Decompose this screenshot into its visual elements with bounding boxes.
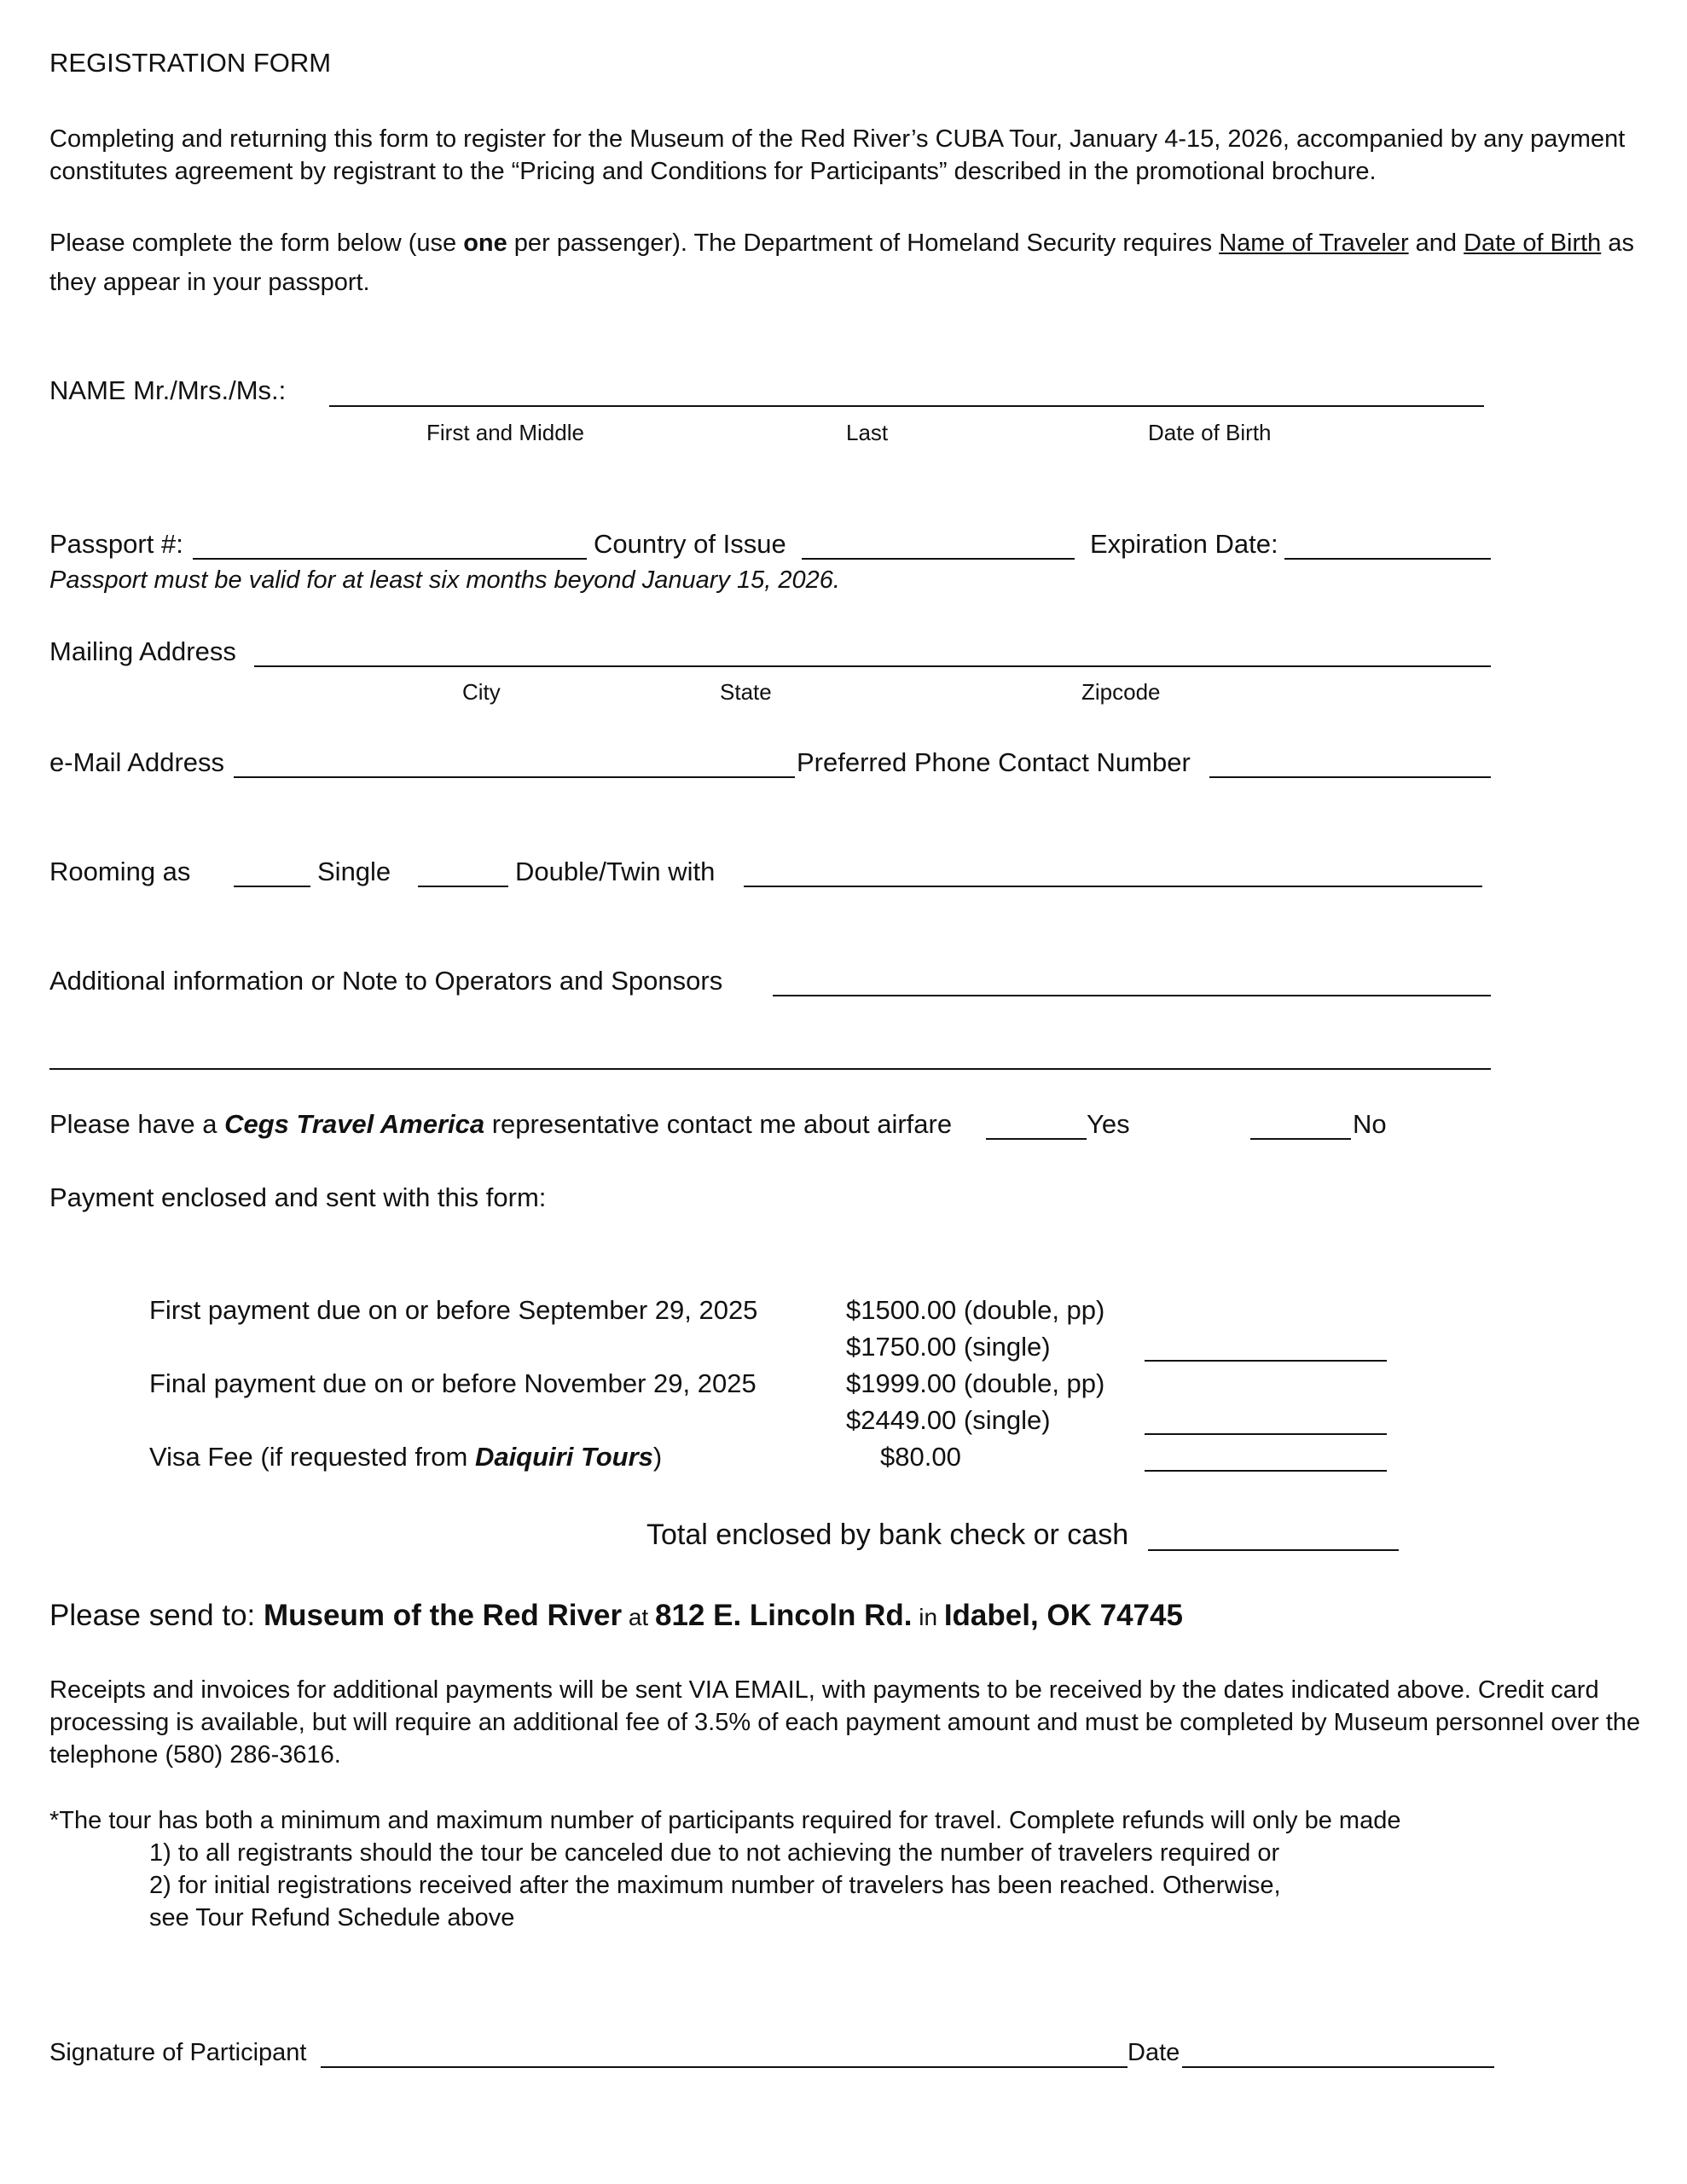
payment-heading: Payment enclosed and sent with this form: xyxy=(49,1182,547,1212)
instructions-emphasis: one xyxy=(463,229,507,257)
signature-field[interactable] xyxy=(321,2066,1128,2068)
email-field[interactable] xyxy=(234,776,795,778)
additional-info-label: Additional information or Note to Operators and Sponsors xyxy=(49,966,723,996)
airfare-post: representative contact me about airfare xyxy=(484,1109,953,1139)
passport-validity-note: Passport must be valid for at least six months beyond January 15, 2026. xyxy=(49,566,840,594)
name-sub-date-of-birth: Date of Birth xyxy=(1148,420,1272,445)
additional-info-field-line-2[interactable] xyxy=(49,1068,1491,1070)
airfare-yes-label: Yes xyxy=(1087,1109,1130,1139)
airfare-no-label: No xyxy=(1353,1109,1387,1139)
send-to-city: Idabel, OK 74745 xyxy=(943,1599,1183,1632)
tour-note-line-4: see Tour Refund Schedule above xyxy=(149,1904,515,1931)
instructions-and: and xyxy=(1408,229,1464,257)
signature-label: Signature of Participant xyxy=(49,2039,307,2066)
tour-note-line-3: 2) for initial registrations received after the maximum number of travelers has been reached. Otherwise, xyxy=(149,1872,1281,1899)
final-payment-single: $2449.00 (single) xyxy=(846,1405,1051,1435)
instructions-paragraph xyxy=(49,224,1653,302)
airfare-pre: Please have a xyxy=(49,1109,225,1139)
first-payment-amount-field[interactable] xyxy=(1145,1360,1387,1362)
visa-fee-amount-field[interactable] xyxy=(1145,1470,1387,1472)
rooming-label: Rooming as xyxy=(49,857,191,886)
visa-fee-label xyxy=(149,1442,662,1472)
airfare-no-field[interactable] xyxy=(1250,1138,1351,1140)
instructions-text-a: Please complete the form below (use xyxy=(49,229,464,257)
rooming-double-field[interactable] xyxy=(418,886,508,887)
passport-label: Passport #: xyxy=(49,529,183,559)
first-payment-single: $1750.00 (single) xyxy=(846,1332,1051,1362)
date-of-birth-underlined: Date of Birth xyxy=(1464,229,1602,257)
instructions-text-b: per passenger). The Department of Homeland Security requires xyxy=(507,229,1220,257)
visa-company: Daiquiri Tours xyxy=(474,1442,653,1472)
instructions-text-c: as they appear in your passport. xyxy=(49,229,1634,296)
phone-label: Preferred Phone Contact Number xyxy=(797,747,1191,777)
receipts-paragraph: Receipts and invoices for additional payments will be sent VIA EMAIL, with payments to be received by the dates indicated above. Credit card processing is available, but will require an additional fee of 3.5% of each payment amount and must be completed by Museum personnel over the telephone (580) 286-3616. xyxy=(49,1676,1641,1769)
send-to-pre: Please send to: xyxy=(49,1599,264,1632)
page-title: REGISTRATION FORM xyxy=(49,48,332,78)
first-payment-label: First payment due on or before September 29, 2025 xyxy=(149,1295,758,1325)
send-to-at: at xyxy=(622,1604,655,1630)
send-to-in: in xyxy=(912,1604,944,1630)
tour-note-line-2: 1) to all registrants should the tour be canceled due to not achieving the number of travelers required or xyxy=(149,1839,1280,1867)
intro-paragraph: Completing and returning this form to register for the Museum of the Red River’s CUBA Tour, January 4-15, 2026, accompanied by any payment constitutes agreement by registrant to the “Pricing and Conditions for Participants” described in the promotional brochure. xyxy=(49,125,1626,185)
country-of-issue-label: Country of Issue xyxy=(594,529,786,559)
name-field[interactable] xyxy=(329,405,1484,407)
passport-number-field[interactable] xyxy=(193,558,587,560)
send-to-line xyxy=(49,1599,1183,1633)
mailing-address-label: Mailing Address xyxy=(49,636,236,666)
send-to-street: 812 E. Lincoln Rd. xyxy=(655,1599,913,1632)
name-of-traveler-underlined: Name of Traveler xyxy=(1219,229,1409,257)
send-to-museum: Museum of the Red River xyxy=(264,1599,623,1632)
tour-note-line-1: *The tour has both a minimum and maximum number of participants required for travel. Complete refunds will only be made xyxy=(49,1807,1401,1834)
name-sub-last: Last xyxy=(846,420,889,445)
final-payment-double: $1999.00 (double, pp) xyxy=(846,1368,1105,1398)
additional-info-field[interactable] xyxy=(773,995,1491,996)
airfare-question xyxy=(49,1109,952,1140)
visa-pre: Visa Fee (if requested from xyxy=(149,1442,475,1472)
email-label: e-Mail Address xyxy=(49,747,225,777)
date-label: Date xyxy=(1128,2039,1180,2066)
mailing-sub-state: State xyxy=(720,679,772,705)
name-label: NAME Mr./Mrs./Ms.: xyxy=(49,375,287,405)
final-payment-amount-field[interactable] xyxy=(1145,1433,1387,1435)
phone-field[interactable] xyxy=(1209,776,1491,778)
mailing-sub-city: City xyxy=(462,679,501,705)
mailing-sub-zipcode: Zipcode xyxy=(1081,679,1161,705)
total-enclosed-label: Total enclosed by bank check or cash xyxy=(646,1519,1129,1551)
final-payment-label: Final payment due on or before November 29, 2025 xyxy=(149,1368,757,1398)
rooming-double-label: Double/Twin with xyxy=(515,857,716,886)
mailing-address-field[interactable] xyxy=(254,665,1491,667)
airfare-yes-field[interactable] xyxy=(986,1138,1087,1140)
visa-post: ) xyxy=(652,1442,663,1472)
total-enclosed-field[interactable] xyxy=(1148,1549,1399,1551)
rooming-single-label: Single xyxy=(317,857,391,886)
name-sub-first-middle: First and Middle xyxy=(426,420,584,445)
rooming-single-field[interactable] xyxy=(234,886,310,887)
roommate-name-field[interactable] xyxy=(744,886,1482,887)
airfare-company: Cegs Travel America xyxy=(224,1109,485,1139)
expiration-date-label: Expiration Date: xyxy=(1090,529,1278,559)
visa-fee-amount: $80.00 xyxy=(880,1442,961,1472)
expiration-date-field[interactable] xyxy=(1284,558,1491,560)
country-of-issue-field[interactable] xyxy=(802,558,1075,560)
date-field[interactable] xyxy=(1182,2066,1494,2068)
first-payment-double: $1500.00 (double, pp) xyxy=(846,1295,1105,1325)
